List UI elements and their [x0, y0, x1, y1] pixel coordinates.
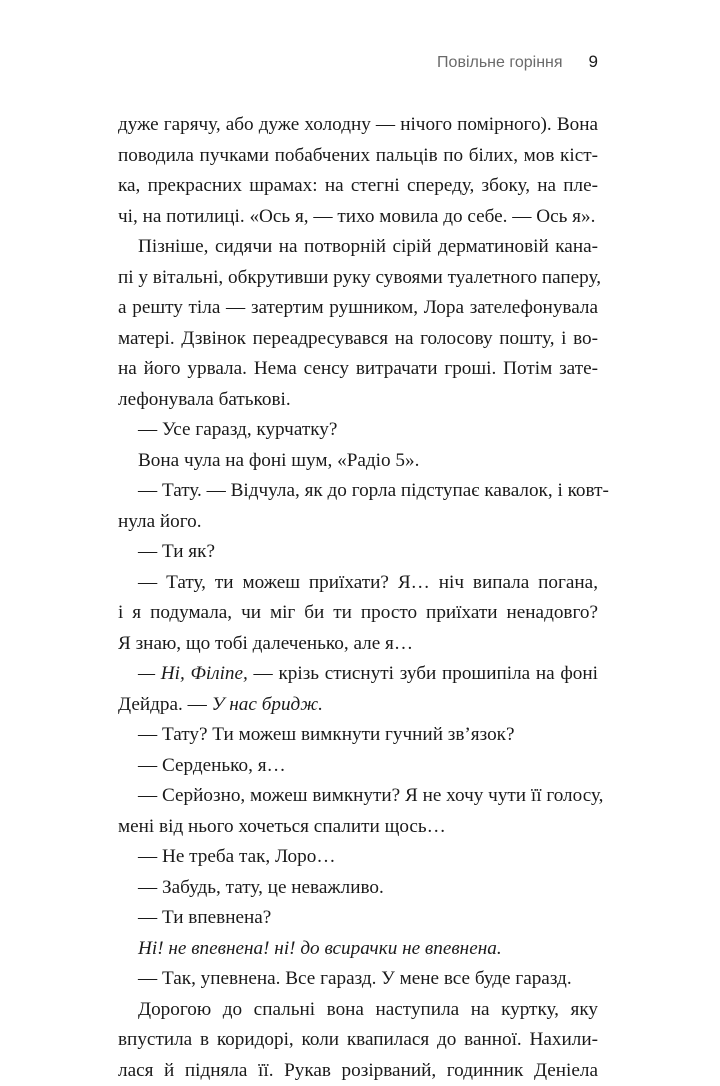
text-segment: — крізь стиснуті зуби прошипіла на фоні: [248, 663, 598, 684]
text-segment: Дейдра. —: [118, 694, 212, 715]
text-line: — Серденько, я…: [118, 751, 598, 782]
text-line: — Тату, ти можеш приїхати? Я… ніч випала погана,: [118, 568, 598, 599]
text-line: [118, 659, 598, 690]
text-line: впустила в коридорі, коли квапилася до ванної. Нахили-: [118, 1025, 598, 1056]
text-line: — Забудь, тату, це неважливо.: [118, 873, 598, 904]
italic-text: —: [138, 663, 161, 684]
text-line: — Усе гаразд, курчатку?: [118, 415, 598, 446]
text-line: — Тату. — Відчула, як до горла підступає кавалок, і ковт-: [118, 476, 598, 507]
italic-text: Ні, Філіпе,: [161, 663, 248, 684]
text-line: — Не треба так, Лоро…: [118, 842, 598, 873]
text-line: [118, 934, 598, 965]
text-line: Дорогою до спальні вона наступила на куртку, яку: [118, 995, 598, 1026]
page-number: 9: [589, 52, 598, 71]
text-line: чі, на потилиці. «Ось я, — тихо мовила до себе. — Ось я».: [118, 202, 598, 233]
text-line: на його урвала. Нема сенсу витрачати гроші. Потім зате-: [118, 354, 598, 385]
text-line: [118, 690, 598, 721]
text-line: Вона чула на фоні шум, «Радіо 5».: [118, 446, 598, 477]
italic-text: Ні! не впевнена! ні! до всирачки не впевнена.: [138, 938, 502, 959]
text-line: мені від нього хочеться спалити щось…: [118, 812, 598, 843]
text-line: — Тату? Ти можеш вимкнути гучний зв’язок?: [118, 720, 598, 751]
running-title: Повільне горіння: [437, 54, 562, 71]
text-line: і я подумала, чи міг би ти просто приїхати ненадовго?: [118, 598, 598, 629]
text-line: лася й підняла її. Рукав розірваний, годинник Деніела: [118, 1056, 598, 1086]
text-line: пі у вітальні, обкрутивши руку сувоями туалетного паперу,: [118, 263, 598, 294]
text-line: а решту тіла — затертим рушником, Лора зателефонувала: [118, 293, 598, 324]
text-line: ка, прекрасних шрамах: на стегні спереду, збоку, на пле-: [118, 171, 598, 202]
running-header: [0, 52, 598, 72]
text-line: дуже гарячу, або дуже холодну — нічого помірного). Вона: [118, 110, 598, 141]
body-text: [118, 110, 598, 1086]
italic-text: У нас бридж.: [212, 694, 323, 715]
text-line: — Ти як?: [118, 537, 598, 568]
text-line: — Ти впевнена?: [118, 903, 598, 934]
text-line: — Серйозно, можеш вимкнути? Я не хочу чути її голосу,: [118, 781, 598, 812]
text-line: нула його.: [118, 507, 598, 538]
text-line: Я знаю, що тобі далеченько, але я…: [118, 629, 598, 660]
text-line: лефонувала батькові.: [118, 385, 598, 416]
text-line: Пізніше, сидячи на потворній сірій дерматиновій кана-: [118, 232, 598, 263]
text-line: — Так, упевнена. Все гаразд. У мене все буде гаразд.: [118, 964, 598, 995]
text-line: поводила пучками побабчених пальців по білих, мов кіст-: [118, 141, 598, 172]
text-line: матері. Дзвінок переадресувався на голосову пошту, і во-: [118, 324, 598, 355]
